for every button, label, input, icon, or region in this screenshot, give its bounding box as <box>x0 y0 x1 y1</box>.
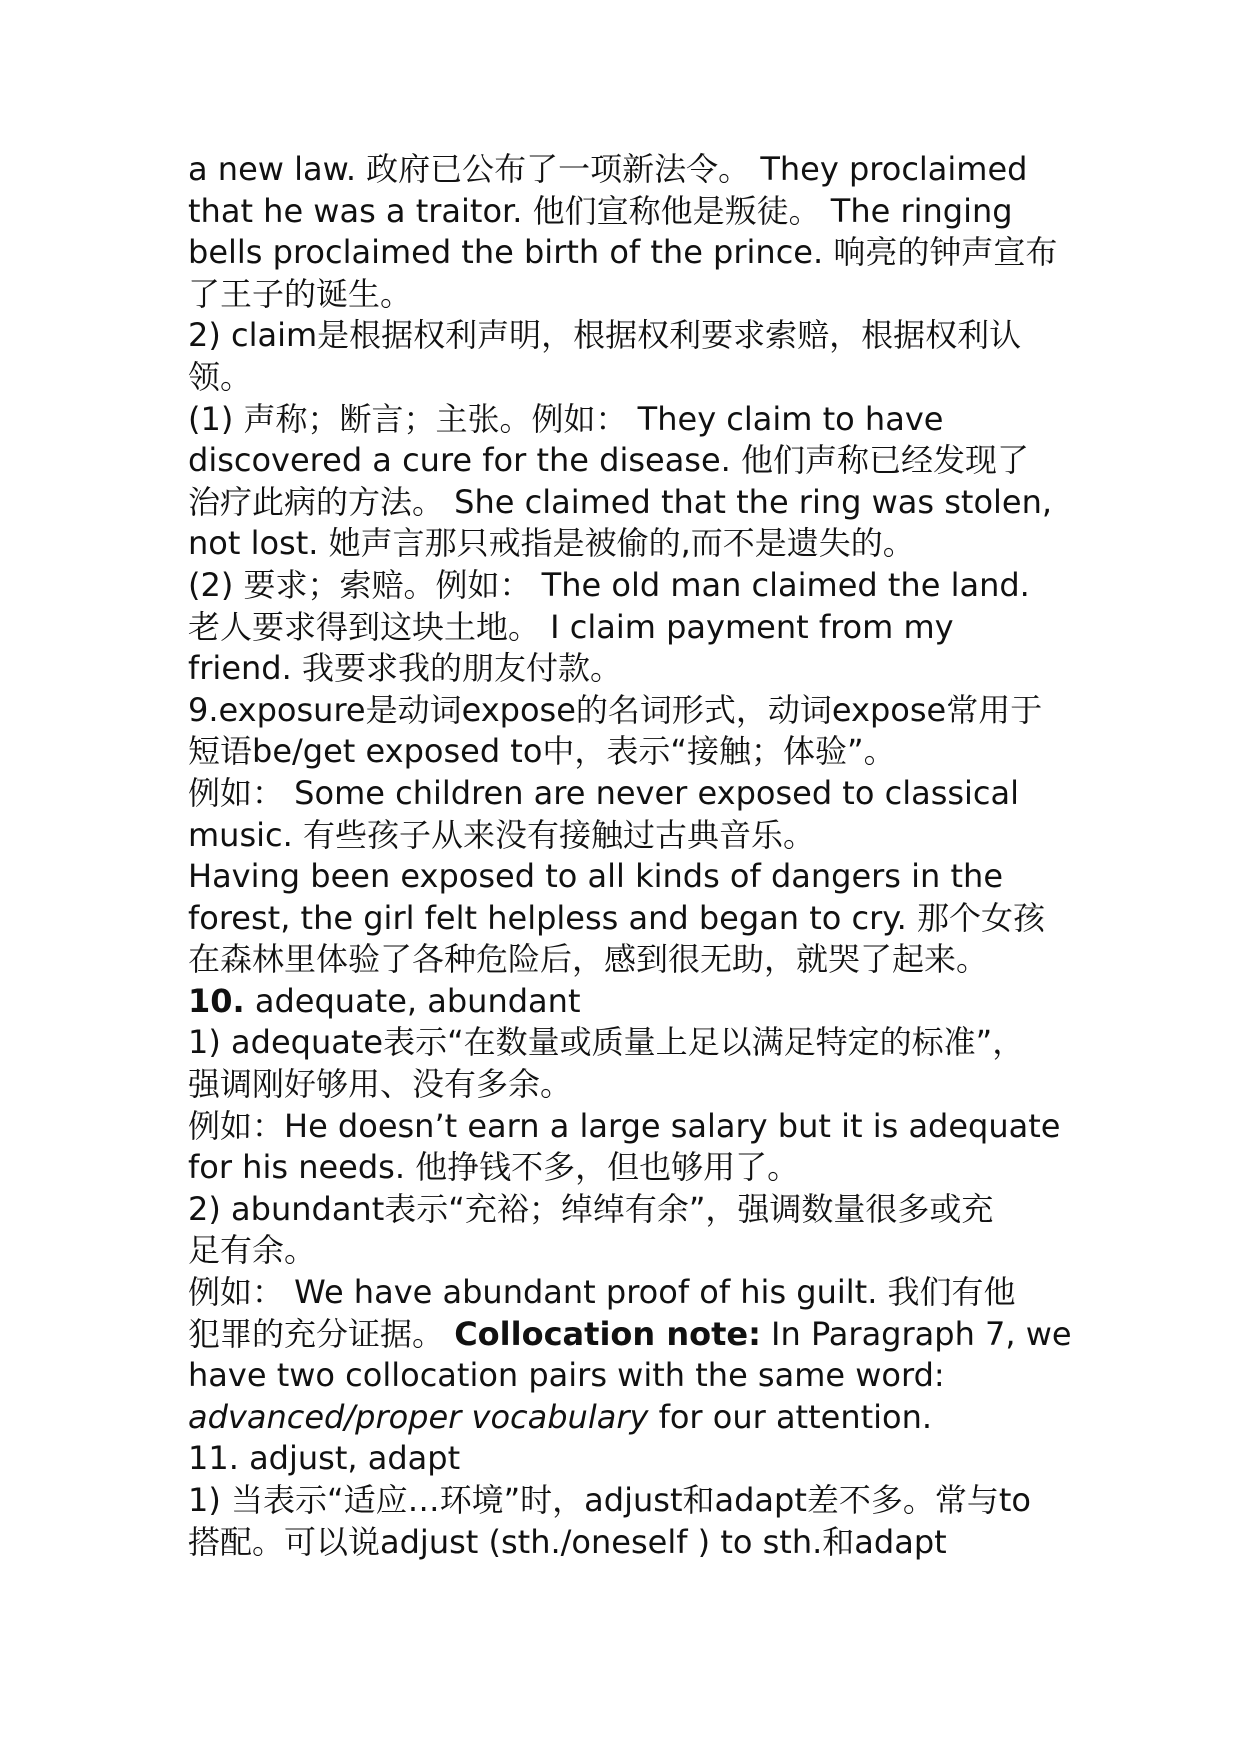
document-body <box>188 149 1088 1563</box>
text-line <box>188 939 1088 981</box>
text-run: music. 有些孩子从来没有接触过古典音乐。 <box>188 815 815 854</box>
text-line <box>188 1480 1088 1522</box>
text-run: 例如： We have abundant proof of his guilt. 我们有他 <box>188 1273 1016 1312</box>
text-line <box>188 898 1088 940</box>
text-line <box>188 856 1088 898</box>
text-run: 1) 当表示“适应…环境”时，adjust和adapt差不多。常与to <box>188 1481 1032 1519</box>
text-run: 了王子的诞生。 <box>188 274 413 313</box>
text-line <box>188 232 1088 274</box>
text-line <box>188 149 1088 191</box>
text-run: 2) claim是根据权利声明，根据权利要求索赔，根据权利认 <box>188 316 1022 355</box>
text-run: a new law. 政府已公布了一项新法令。 They proclaimed <box>188 150 1028 188</box>
text-run: friend. 我要求我的朋友付款。 <box>188 649 622 688</box>
text-run: 例如：He doesn’t earn a large salary but it is adequate <box>188 1106 1061 1145</box>
text-run: not lost. 她声言那只戒指是被偷的,而不是遗失的。 <box>188 524 915 563</box>
text-run: (1) 声称；断言；主张。例如： They claim to have <box>188 399 944 438</box>
text-run: Having been exposed to all kinds of dangers in the <box>188 857 1003 896</box>
text-line <box>188 1355 1088 1397</box>
text-run: 短语be/get exposed to中，表示“接触；体验”。 <box>188 732 896 771</box>
text-run: In Paragraph 7, we <box>760 1314 1072 1353</box>
text-run: 2) abundant表示“充裕；绰绰有余”，强调数量很多或充 <box>188 1189 994 1228</box>
text-run: 领。 <box>188 357 253 396</box>
text-line <box>188 731 1088 773</box>
text-run: for his needs. 他挣钱不多，但也够用了。 <box>188 1148 800 1187</box>
text-run: 犯罪的充分证据。 <box>188 1314 455 1353</box>
text-line <box>188 482 1088 524</box>
text-line <box>188 1106 1088 1148</box>
text-run: for our attention. <box>648 1397 933 1436</box>
text-run: 足有余。 <box>188 1231 317 1270</box>
text-line <box>188 357 1088 399</box>
text-run: 9.exposure是动词expose的名词形式，动词expose常用于 <box>188 690 1043 729</box>
text-line <box>188 1522 1088 1564</box>
text-run: that he was a traitor. 他们宣称他是叛徒。 The ringing <box>188 191 1013 230</box>
text-run: 11. adjust, adapt <box>188 1439 461 1478</box>
text-run: forest, the girl felt helpless and began to cry. 那个女孩 <box>188 898 1046 937</box>
text-run: (2) 要求；索赔。例如： The old man claimed the land. <box>188 565 1030 604</box>
text-line <box>188 648 1088 690</box>
text-line <box>188 1397 1088 1439</box>
collocation-note-label: Collocation note: <box>454 1314 761 1353</box>
section-number: 10. <box>188 981 245 1020</box>
text-line <box>188 1230 1088 1272</box>
text-line <box>188 1189 1088 1231</box>
text-run: 1) adequate表示“在数量或质量上足以满足特定的标准”， <box>188 1023 1025 1062</box>
text-run: 强调刚好够用、没有多余。 <box>188 1065 573 1104</box>
text-run: 搭配。可以说adjust (sth./oneself ) to sth.和adapt <box>188 1522 947 1561</box>
text-run: 例如： Some children are never exposed to classical <box>188 773 1020 812</box>
text-line <box>188 607 1088 649</box>
text-line <box>188 399 1088 441</box>
section-title: adequate, abundant <box>244 981 581 1020</box>
text-line <box>188 440 1088 482</box>
text-run: 在森林里体验了各种危险后，感到很无助，就哭了起来。 <box>188 940 989 979</box>
text-line <box>188 191 1088 233</box>
text-line <box>188 523 1088 565</box>
text-line <box>188 690 1088 732</box>
text-line <box>188 773 1088 815</box>
text-line <box>188 1272 1088 1314</box>
text-line <box>188 815 1088 857</box>
text-line <box>188 1064 1088 1106</box>
text-run: 治疗此病的方法。 She claimed that the ring was stolen, <box>188 482 1053 521</box>
text-line <box>188 565 1088 607</box>
section-heading-11 <box>188 1438 1088 1480</box>
text-run: discovered a cure for the disease. 他们声称已经发现了 <box>188 441 1030 480</box>
text-line <box>188 274 1088 316</box>
text-run: 老人要求得到这块土地。 I claim payment from my <box>188 607 954 646</box>
text-line <box>188 1147 1088 1189</box>
text-line <box>188 1314 1088 1356</box>
italic-phrase: advanced/proper vocabulary <box>188 1397 649 1436</box>
section-heading-10 <box>188 981 1088 1023</box>
text-run: bells proclaimed the birth of the prince. 响亮的钟声宣布 <box>188 233 1058 272</box>
text-line <box>188 315 1088 357</box>
text-line <box>188 1022 1088 1064</box>
text-run: have two collocation pairs with the same word: <box>188 1356 945 1395</box>
